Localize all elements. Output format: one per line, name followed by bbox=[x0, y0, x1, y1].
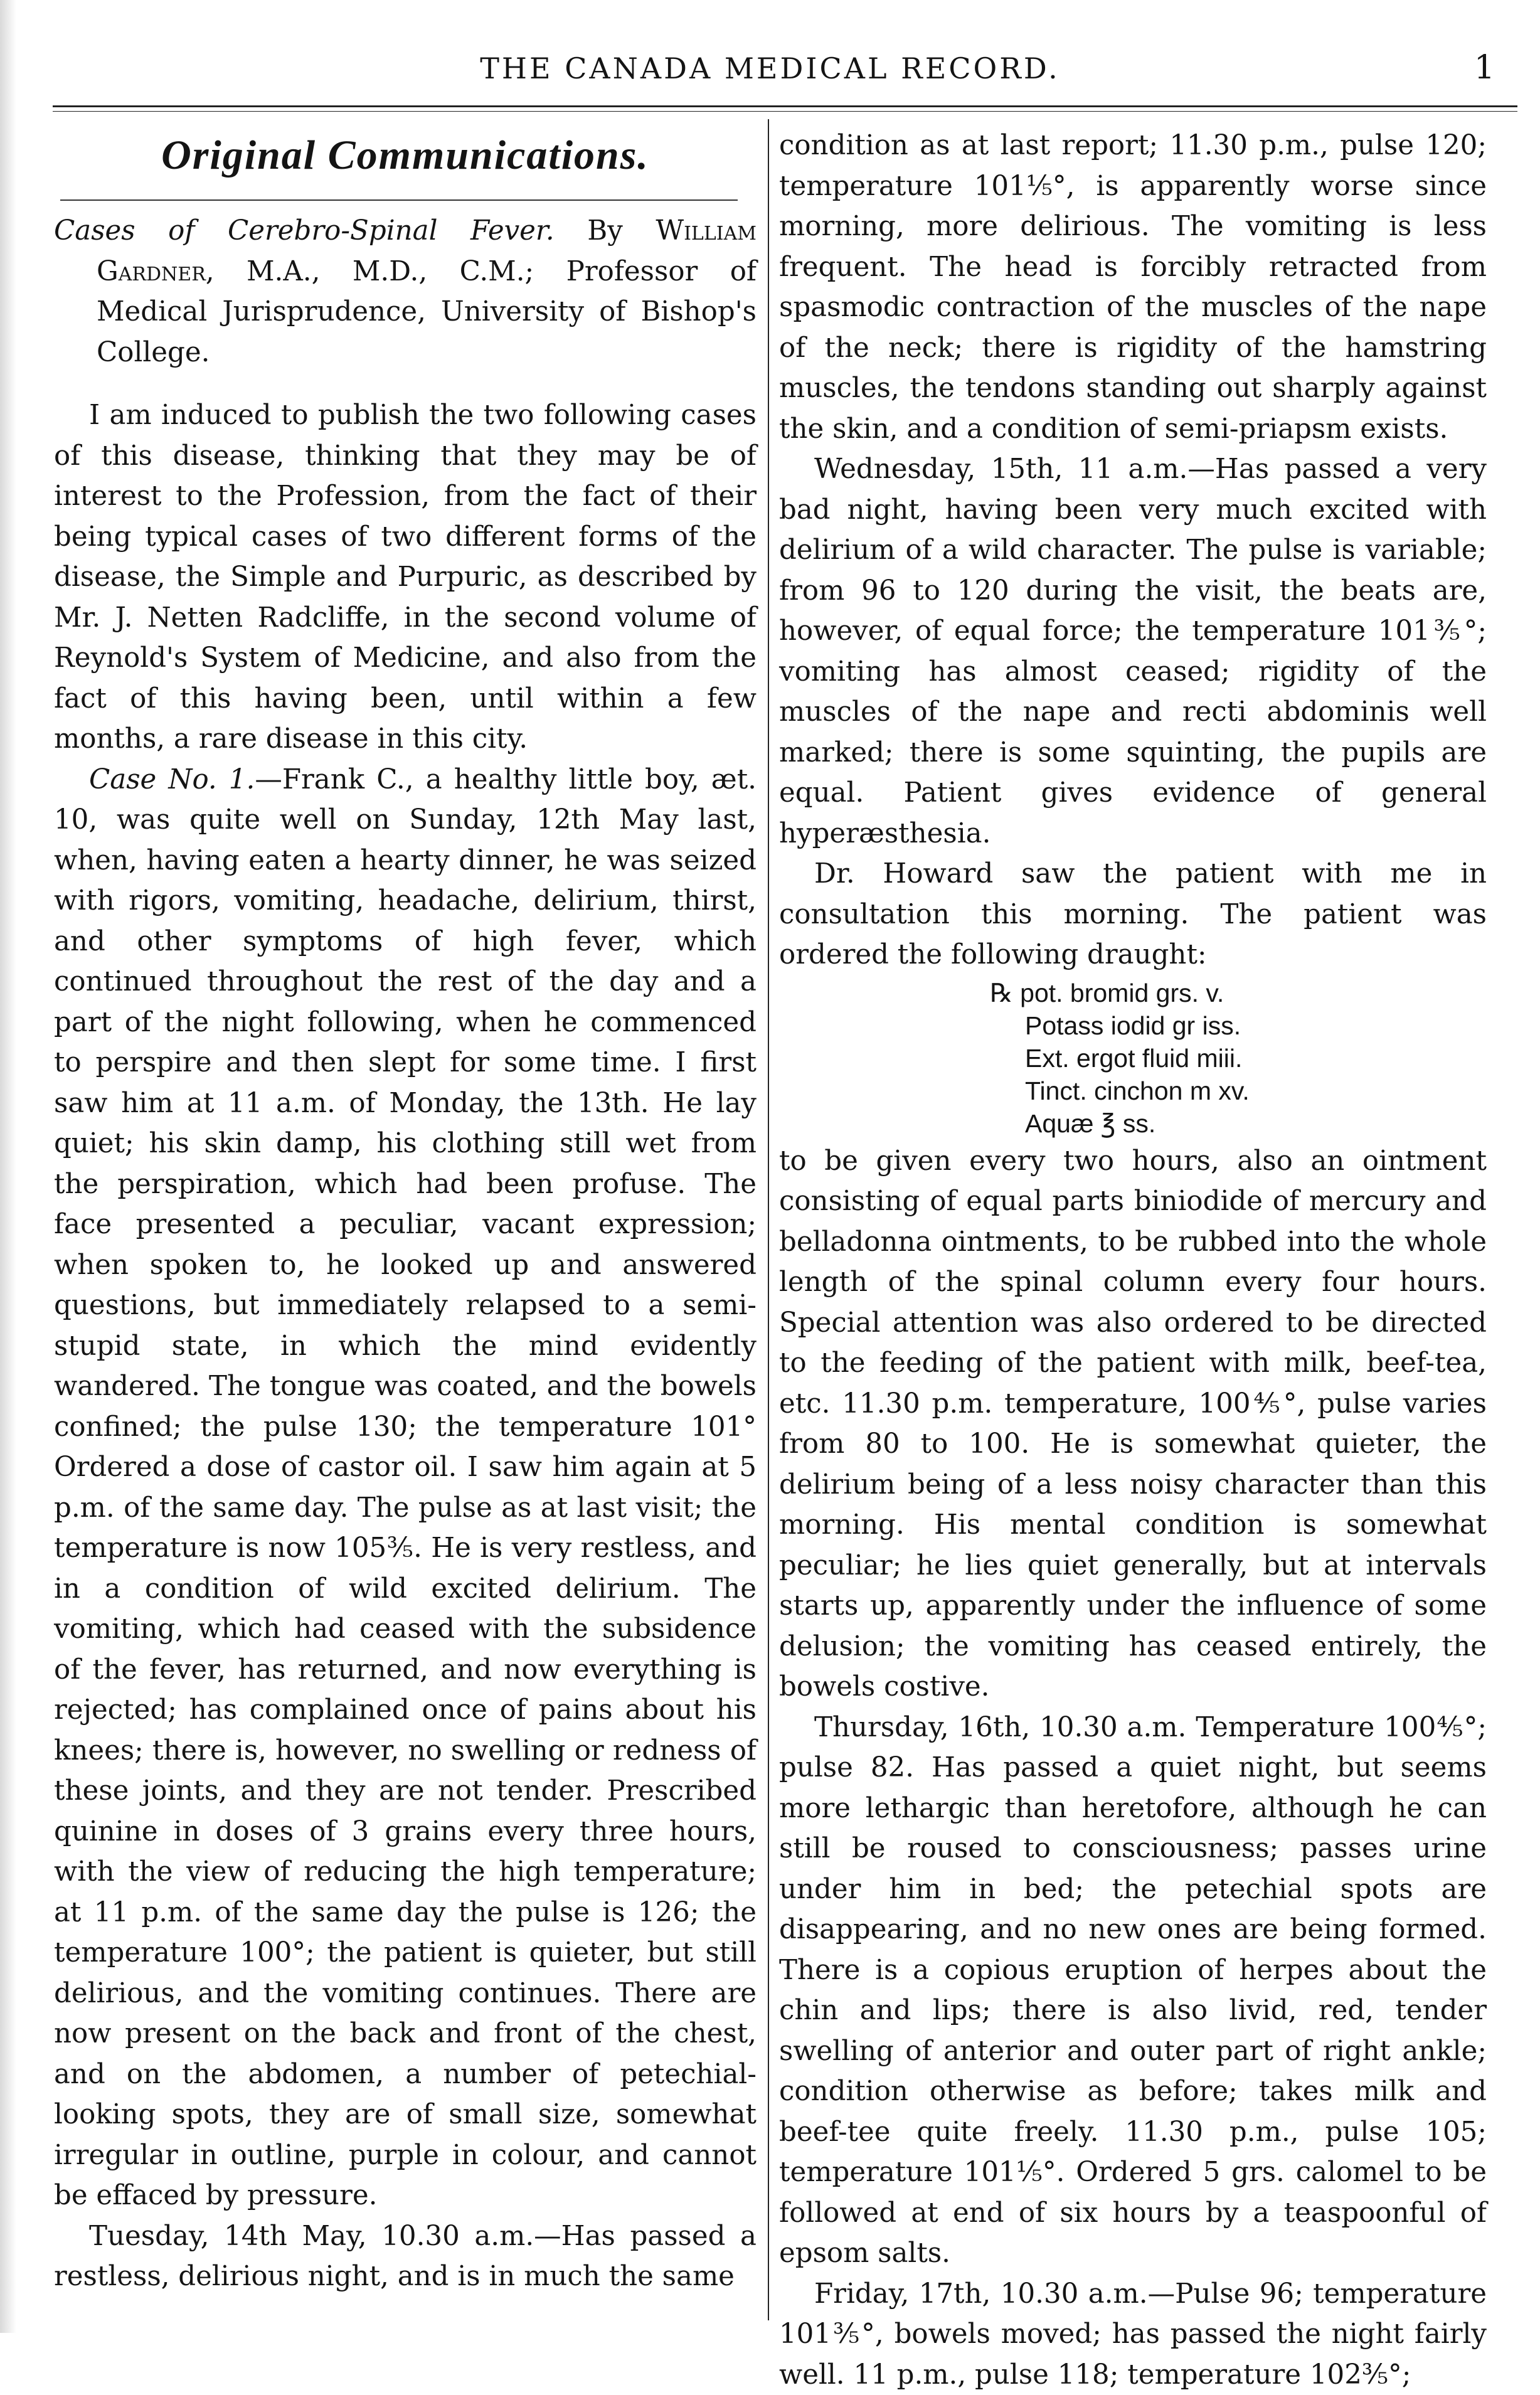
ointment-paragraph: to be given every two hours, also an ointment consisting of equal parts biniodide of mercury and belladonna ointments, to be rubbed into the whole length of the spinal column every four hours. Special attention was also ordered to be directed to the feeding of the patient with milk, beef-tea, etc. 11.30 p.m. temperature, 100⅘°, pulse varies from 80 to 100. He is somewhat quieter, the delirium being of a less noisy character than this morning. His mental condition is somewhat peculiar; he lies quiet generally, but at intervals starts up, apparently under the influence of some delusion; the vomiting has ceased entirely, the bowels costive. bbox=[779, 1141, 1487, 1707]
case1-paragraph bbox=[54, 760, 757, 2216]
header-rule bbox=[53, 105, 1517, 112]
scan-edge-shadow bbox=[0, 0, 16, 2333]
wednesday-paragraph: Wednesday, 15th, 11 a.m.—Has passed a very bad night, having been very much excited with delirium of a wild character. The pulse is variable; from 96 to 120 during the visit, the beats are, however, of equal force; the temperature 101⅗°; vomiting has almost ceased; rigidity of the muscles of the nape and recti abdominis well marked; there is some squinting, the pupils are equal. Patient gives evidence of general hyperæsthesia. bbox=[779, 449, 1487, 854]
author-name: William Gardner bbox=[97, 215, 757, 287]
page-number: 1 bbox=[1474, 49, 1495, 87]
prescription-line: ℞ pot. bromid grs. v. bbox=[990, 977, 1487, 1009]
continuation-paragraph: condition as at last report; 11.30 p.m., pulse 120; temperature 101⅕°, is apparently worse since morning, more delirious. The vomiting is less frequent. The head is forcibly retracted from spasmodic contraction of the muscles of the nape of the neck; there is rigidity of the hamstring muscles, the tendons standing out sharply against the skin, and a condition of semi-priapsm exists. bbox=[779, 125, 1487, 449]
byline-prefix: By bbox=[587, 215, 623, 247]
prescription-line: Tinct. cinchon m xv. bbox=[990, 1075, 1487, 1107]
case-label: Case No. 1. bbox=[89, 764, 255, 795]
case1-text: —Frank C., a healthy little boy, æt. 10, was quite well on Sunday, 12th May last, when, having eaten a hearty dinner, he was seized with rigors, vomiting, headache, delirium, thirst, and other symptoms of high fever, which continued throughout the rest of the day and a part of the night following, when he commenced to perspire and then slept for some time. I first saw him at 11 a.m. of Monday, the 13th. He lay quiet; his skin damp, his clothing still wet from the perspiration, which had been profuse. The face presented a peculiar, vacant expression; when spoken to, he looked up and answered questions, but immediately relapsed to a semi-stupid state, in which the mind evidently wandered. The tongue was coated, and the bowels confined; the pulse 130; the temperature 101° Ordered a dose of castor oil. I saw him again at 5 p.m. of the same day. The pulse as at last visit; the temperature is now 105⅗. He is very restless, and in a condition of wild excited delirium. The vomiting, which had ceased with the subsidence of the fever, has returned, and now everything is rejected; has complained once of pains about his knees; there is, however, no swelling or redness of these joints, and they are not tender. Prescribed quinine in doses of 3 grains every three hours, with the view of reducing the high temperature; at 11 p.m. of the same day the pulse is 126; the temperature 100°; the patient is quieter, but still delirious, and the vomiting continues. There are now present on the back and front of the chest, and on the abdomen, a number of petechial-looking spots, they are of small size, somewhat irregular in outline, purple in colour, and cannot be effaced by pressure. bbox=[54, 764, 757, 2212]
case1-tuesday-paragraph: Tuesday, 14th May, 10.30 a.m.—Has passed a restless, delirious night, and is in much the same bbox=[54, 2216, 757, 2297]
prescription bbox=[990, 977, 1487, 1140]
thursday-paragraph: Thursday, 16th, 10.30 a.m. Temperature 100⅘°; pulse 82. Has passed a quiet night, but seems more lethargic than heretofore, although he can still be roused to consciousness; passes urine under him in bed; the petechial spots are disappearing, and no new ones are being formed. There is a copious eruption of herpes about the chin and lips; there is also livid, red, tender swelling of anterior and outer part of right ankle; condition otherwise as before; takes milk and beef-tee quite freely. 11.30 p.m., pulse 105; temperature 101⅕°. Ordered 5 grs. calomel to be followed at end of six hours by a teaspoonful of epsom salts. bbox=[779, 1707, 1487, 2274]
right-column bbox=[779, 125, 1487, 2395]
article-title-text: Cases of Cerebro-Spinal Fever. bbox=[54, 215, 555, 247]
journal-title: THE CANADA MEDICAL RECORD. bbox=[0, 51, 1540, 85]
author-credentials: , M.A., M.D., C.M.; Professor of Medical Jurisprudence, University of Bishop's College. bbox=[97, 256, 757, 368]
column-rule bbox=[768, 119, 769, 2320]
friday-paragraph: Friday, 17th, 10.30 a.m.—Pulse 96; temperature 101⅗°, bowels moved; has passed the night fairly well. 11 p.m., pulse 118; temperature 102⅗°; bbox=[779, 2274, 1487, 2395]
prescription-line: Ext. ergot fluid miii. bbox=[990, 1042, 1487, 1075]
left-column bbox=[54, 125, 757, 2297]
consultation-paragraph: Dr. Howard saw the patient with me in consultation this morning. The patient was ordered the following draught: bbox=[779, 854, 1487, 975]
intro-paragraph: I am induced to publish the two following cases of this disease, thinking that they may be of interest to the Profession, from the fact of their being typical cases of two different forms of the disease, the Simple and Purpuric, as described by Mr. J. Netten Radcliffe, in the second volume of Reynold's System of Medicine, and also from the fact of this having been, until within a few months, a rare disease in this city. bbox=[54, 395, 757, 760]
prescription-line: Potass iodid gr iss. bbox=[990, 1009, 1487, 1042]
prescription-line: Aquæ ℥ ss. bbox=[990, 1107, 1487, 1140]
section-heading-rule bbox=[60, 199, 738, 201]
article-title bbox=[54, 211, 757, 373]
section-heading: Original Communications. bbox=[54, 129, 757, 182]
running-head bbox=[0, 51, 1540, 95]
